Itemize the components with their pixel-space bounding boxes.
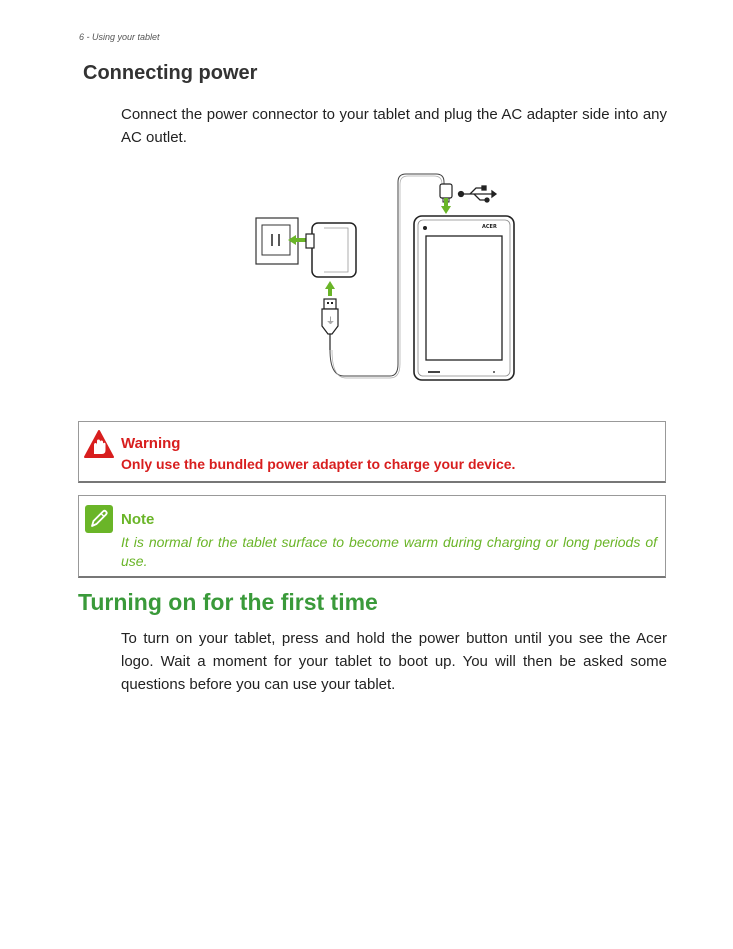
warning-callout (78, 421, 666, 483)
turning-on-paragraph: To turn on your tablet, press and hold the power button until you see the Acer logo. Wait a moment for your tablet to boot up. You will then be asked some questions before you can use your tablet. (121, 630, 667, 693)
warning-hand-icon (84, 430, 114, 465)
tablet-screen (426, 236, 502, 360)
running-head: 6 - Using your tablet (79, 32, 160, 42)
tablet-brand-label: ACER (482, 224, 497, 230)
svg-text:⏚: ⏚ (326, 317, 336, 327)
section-title-connecting-power: Connecting power (83, 62, 258, 84)
connecting-power-paragraph: Connect the power connector to your tablet and plug the AC adapter side into any AC outlet. (121, 106, 667, 146)
warning-text: Only use the bundled power adapter to charge your device. (121, 456, 516, 472)
section-title-turning-on: Turning on for the first time (78, 589, 378, 615)
note-callout (78, 495, 666, 578)
ac-adapter (312, 223, 356, 277)
pencil-icon (84, 504, 114, 539)
warning-title: Warning (121, 435, 181, 452)
note-title: Note (121, 511, 155, 528)
micro-usb-plug (440, 184, 452, 198)
arrow-down-icon (441, 206, 451, 214)
charging-diagram (240, 168, 530, 388)
arrow-up-icon (325, 281, 335, 289)
usb-plug (324, 299, 336, 309)
note-text: It is normal for the tablet surface to become warm during charging or long periods of use. (121, 534, 657, 569)
charging-illustration (240, 168, 530, 388)
usb-symbol-icon (459, 186, 497, 202)
